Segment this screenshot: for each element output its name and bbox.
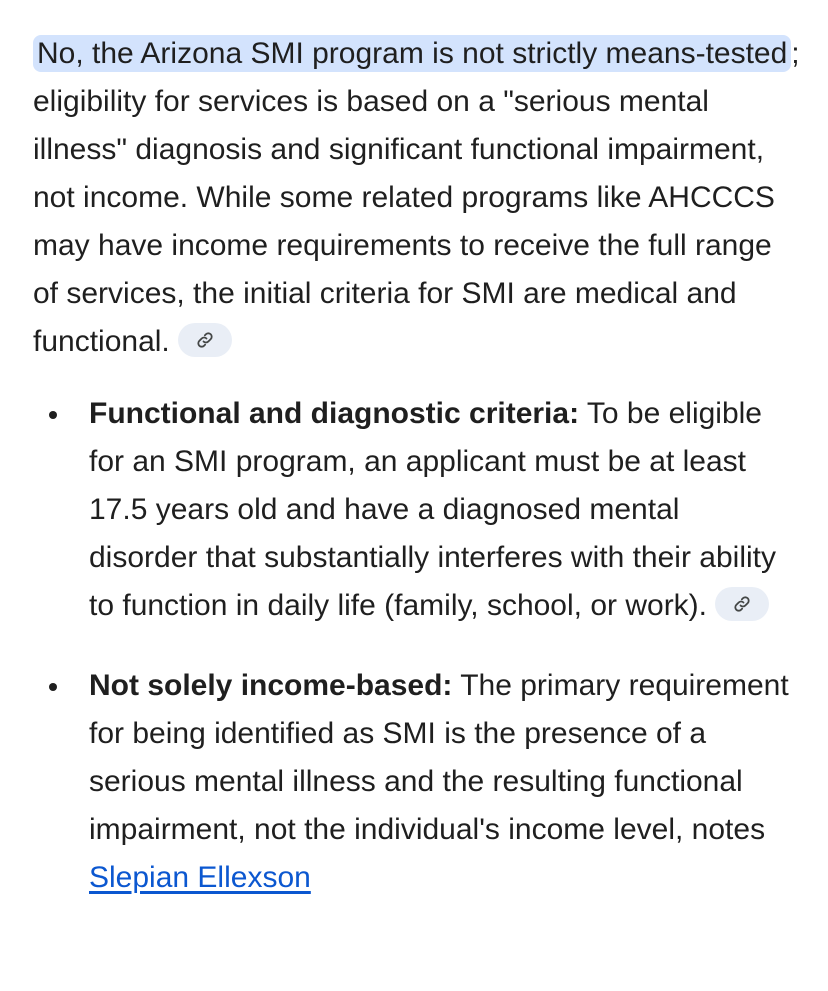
criteria-list xyxy=(33,390,802,902)
bullet-term: Functional and diagnostic criteria: xyxy=(89,397,580,430)
bullet-text: To be eligible for an SMI program, an applicant must be at least 17.5 years old and have a diagnosed mental disorder that substantially interferes with their ability to function in daily life (family, school, or work). xyxy=(89,397,776,622)
source-link-slepian-ellexson[interactable]: Slepian Ellexson xyxy=(89,861,311,894)
answer-paragraph xyxy=(33,30,803,366)
list-item xyxy=(33,662,794,902)
bullet-dot xyxy=(49,411,57,419)
highlighted-answer-text[interactable]: No, the Arizona SMI program is not strictly means-tested xyxy=(33,35,791,72)
link-icon xyxy=(196,331,214,349)
answer-body-text: ; eligibility for services is based on a "serious mental illness" diagnosis and significant functional impairment, not income. While some related programs like AHCCCS may have income requirements to receive the full range of services, the initial criteria for SMI are medical and functional. xyxy=(33,37,800,358)
bullet-text: The primary requirement for being identified as SMI is the presence of a serious mental illness and the resulting functional impairment, not the individual's income level, notes xyxy=(89,669,789,846)
bullet-term: Not solely income-based: xyxy=(89,669,453,702)
bullet-dot xyxy=(49,683,57,691)
link-icon xyxy=(733,595,751,613)
list-item xyxy=(33,390,794,630)
source-link-chip[interactable] xyxy=(178,323,232,357)
source-link-chip[interactable] xyxy=(715,587,769,621)
